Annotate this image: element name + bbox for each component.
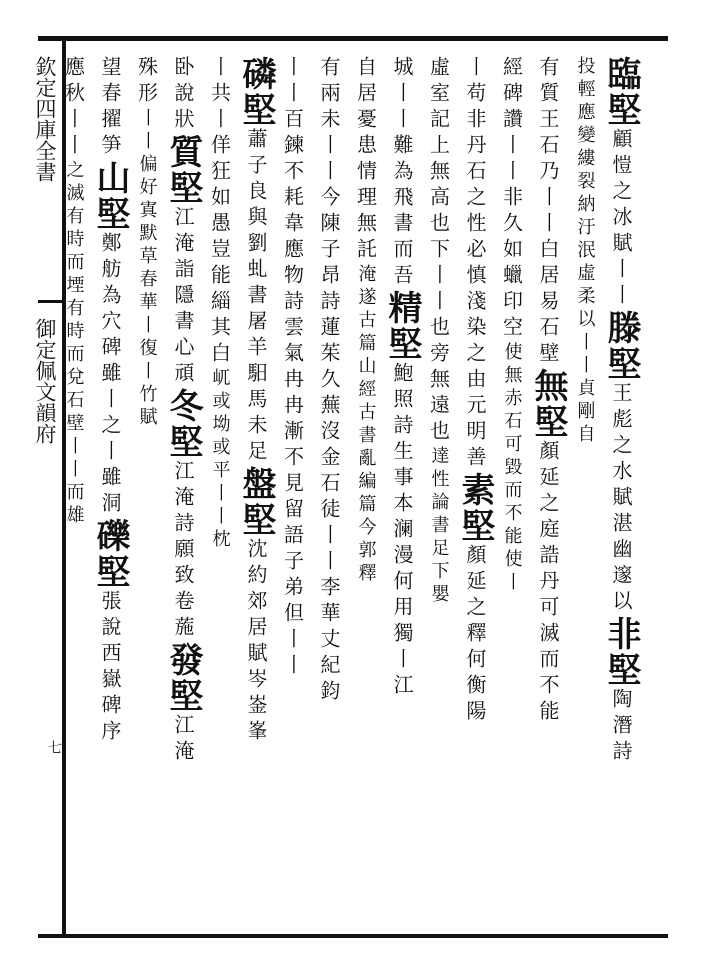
entry-headword: 盤堅 xyxy=(236,466,276,538)
entry-text: 自居憂患情理無託 xyxy=(353,56,378,264)
entry-text: 虛室記上無高也下丨丨也旁無遠也 xyxy=(426,56,451,446)
text-column-6 xyxy=(420,56,458,926)
entry-text: 投輕應變縷裂 xyxy=(574,56,596,194)
entry-text: 顧愷之冰賦丨丨 xyxy=(609,128,633,310)
entry-text: 達性論書足下嬰 xyxy=(428,446,450,607)
entry-text: 之滅有時而堙有時而兌 xyxy=(63,160,85,390)
entry-headword: 質堅 xyxy=(163,134,203,206)
text-column-8 xyxy=(347,56,385,926)
entry-text: 張說西嶽碑序 xyxy=(98,590,122,746)
text-column-10 xyxy=(274,56,312,926)
entry-headword: 非堅 xyxy=(601,616,641,688)
entry-headword: 臨堅 xyxy=(601,56,641,128)
entry-text: 貞剛自 xyxy=(574,378,596,447)
text-column-4 xyxy=(493,56,531,926)
text-column-15 xyxy=(91,56,129,926)
text-column-13 xyxy=(164,56,202,926)
page-number: 七 xyxy=(46,740,62,754)
text-column-14 xyxy=(128,56,166,926)
entry-headword: 無堅 xyxy=(528,368,568,440)
entry-headword: 滕堅 xyxy=(601,310,641,382)
entry-text: 使無赤石可毀而不能使丨 xyxy=(501,342,523,595)
entry-headword: 發堅 xyxy=(163,642,203,714)
text-column-2 xyxy=(566,56,604,926)
entry-text: 江淹 xyxy=(171,714,195,766)
work-title: 御定佩文韻府 xyxy=(33,318,57,444)
entry-text: 蕭子良與劉虬書屠羊馹馬未足 xyxy=(244,128,268,466)
entry-text: 丨苟非丹石之性必慎淺染之由元明善 xyxy=(463,56,487,472)
book-title: 欽定四庫全書 xyxy=(33,56,57,182)
entry-text: 淹遂古篇山經古書亂編篇今郭釋 xyxy=(355,264,377,586)
entry-text: 陶潛詩 xyxy=(609,688,633,766)
text-column-11 xyxy=(237,56,275,926)
entry-text: 丨丨偏好寘默 xyxy=(136,108,158,246)
entry-text: 有質王石乃丨丨白居易石壁 xyxy=(536,56,560,368)
entry-headword: 礫堅 xyxy=(90,518,130,590)
entry-text: 殊形 xyxy=(134,56,159,108)
entry-text: 經碑讚丨丨非久如蠟印空 xyxy=(499,56,524,342)
entry-text: 城丨丨難為飛書而吾 xyxy=(390,56,414,290)
entry-text: 顏延之釋何衡陽 xyxy=(463,544,487,726)
entry-text: 丨丨百鍊不耗韋應物詩雲氣冉冉漸不見留語子弟但丨丨 xyxy=(280,56,305,680)
entry-text: 江淹詩願致卷葹 xyxy=(171,460,195,642)
entry-text: 鄭舫為穴碑雖丨之丨雖洞 xyxy=(98,232,122,518)
entry-text: 王彪之水賦湛幽邃以 xyxy=(609,382,633,616)
text-column-1 xyxy=(602,56,640,926)
entry-headword: 素堅 xyxy=(455,472,495,544)
entry-text: 鮑照詩生事本澜漫何用獨丨江 xyxy=(390,362,414,700)
entry-text: 丨共丨佯狂如愚豈能緇其白 xyxy=(207,56,232,368)
text-column-3 xyxy=(529,56,567,926)
entry-text: 應秋丨丨 xyxy=(61,56,86,160)
entry-text: 屼或坳或平丨丨枕 xyxy=(209,368,231,552)
entry-text: 江淹詣隱書心頑 xyxy=(171,206,195,388)
text-column-12 xyxy=(201,56,239,926)
entry-headword: 冬堅 xyxy=(163,388,203,460)
entry-headword: 磷堅 xyxy=(236,56,276,128)
entry-text: 草春華丨復丨 xyxy=(136,246,158,384)
entry-text: 納汙泯虛柔以丨丨 xyxy=(574,194,596,378)
entry-headword: 山堅 xyxy=(90,160,130,232)
text-column-16 xyxy=(55,56,93,926)
entry-text: 顏延之庭誥丹可滅而不能 xyxy=(536,440,560,726)
entry-text: 石壁丨丨而雄 xyxy=(63,390,85,528)
entry-text: 卧說狀 xyxy=(171,56,195,134)
entry-headword: 精堅 xyxy=(382,290,422,362)
entry-text: 竹賦 xyxy=(136,384,158,430)
entry-text: 有兩未丨丨今陳子昂詩蓮茱久蕪沒金石徒丨丨李華丈紀鈞 xyxy=(317,56,341,706)
entry-text: 沈約郊居賦岑崟峯 xyxy=(244,538,268,746)
entry-text: 望春擢笋 xyxy=(98,56,122,160)
text-column-7 xyxy=(383,56,421,926)
text-column-5 xyxy=(456,56,494,926)
text-column-9 xyxy=(310,56,348,926)
